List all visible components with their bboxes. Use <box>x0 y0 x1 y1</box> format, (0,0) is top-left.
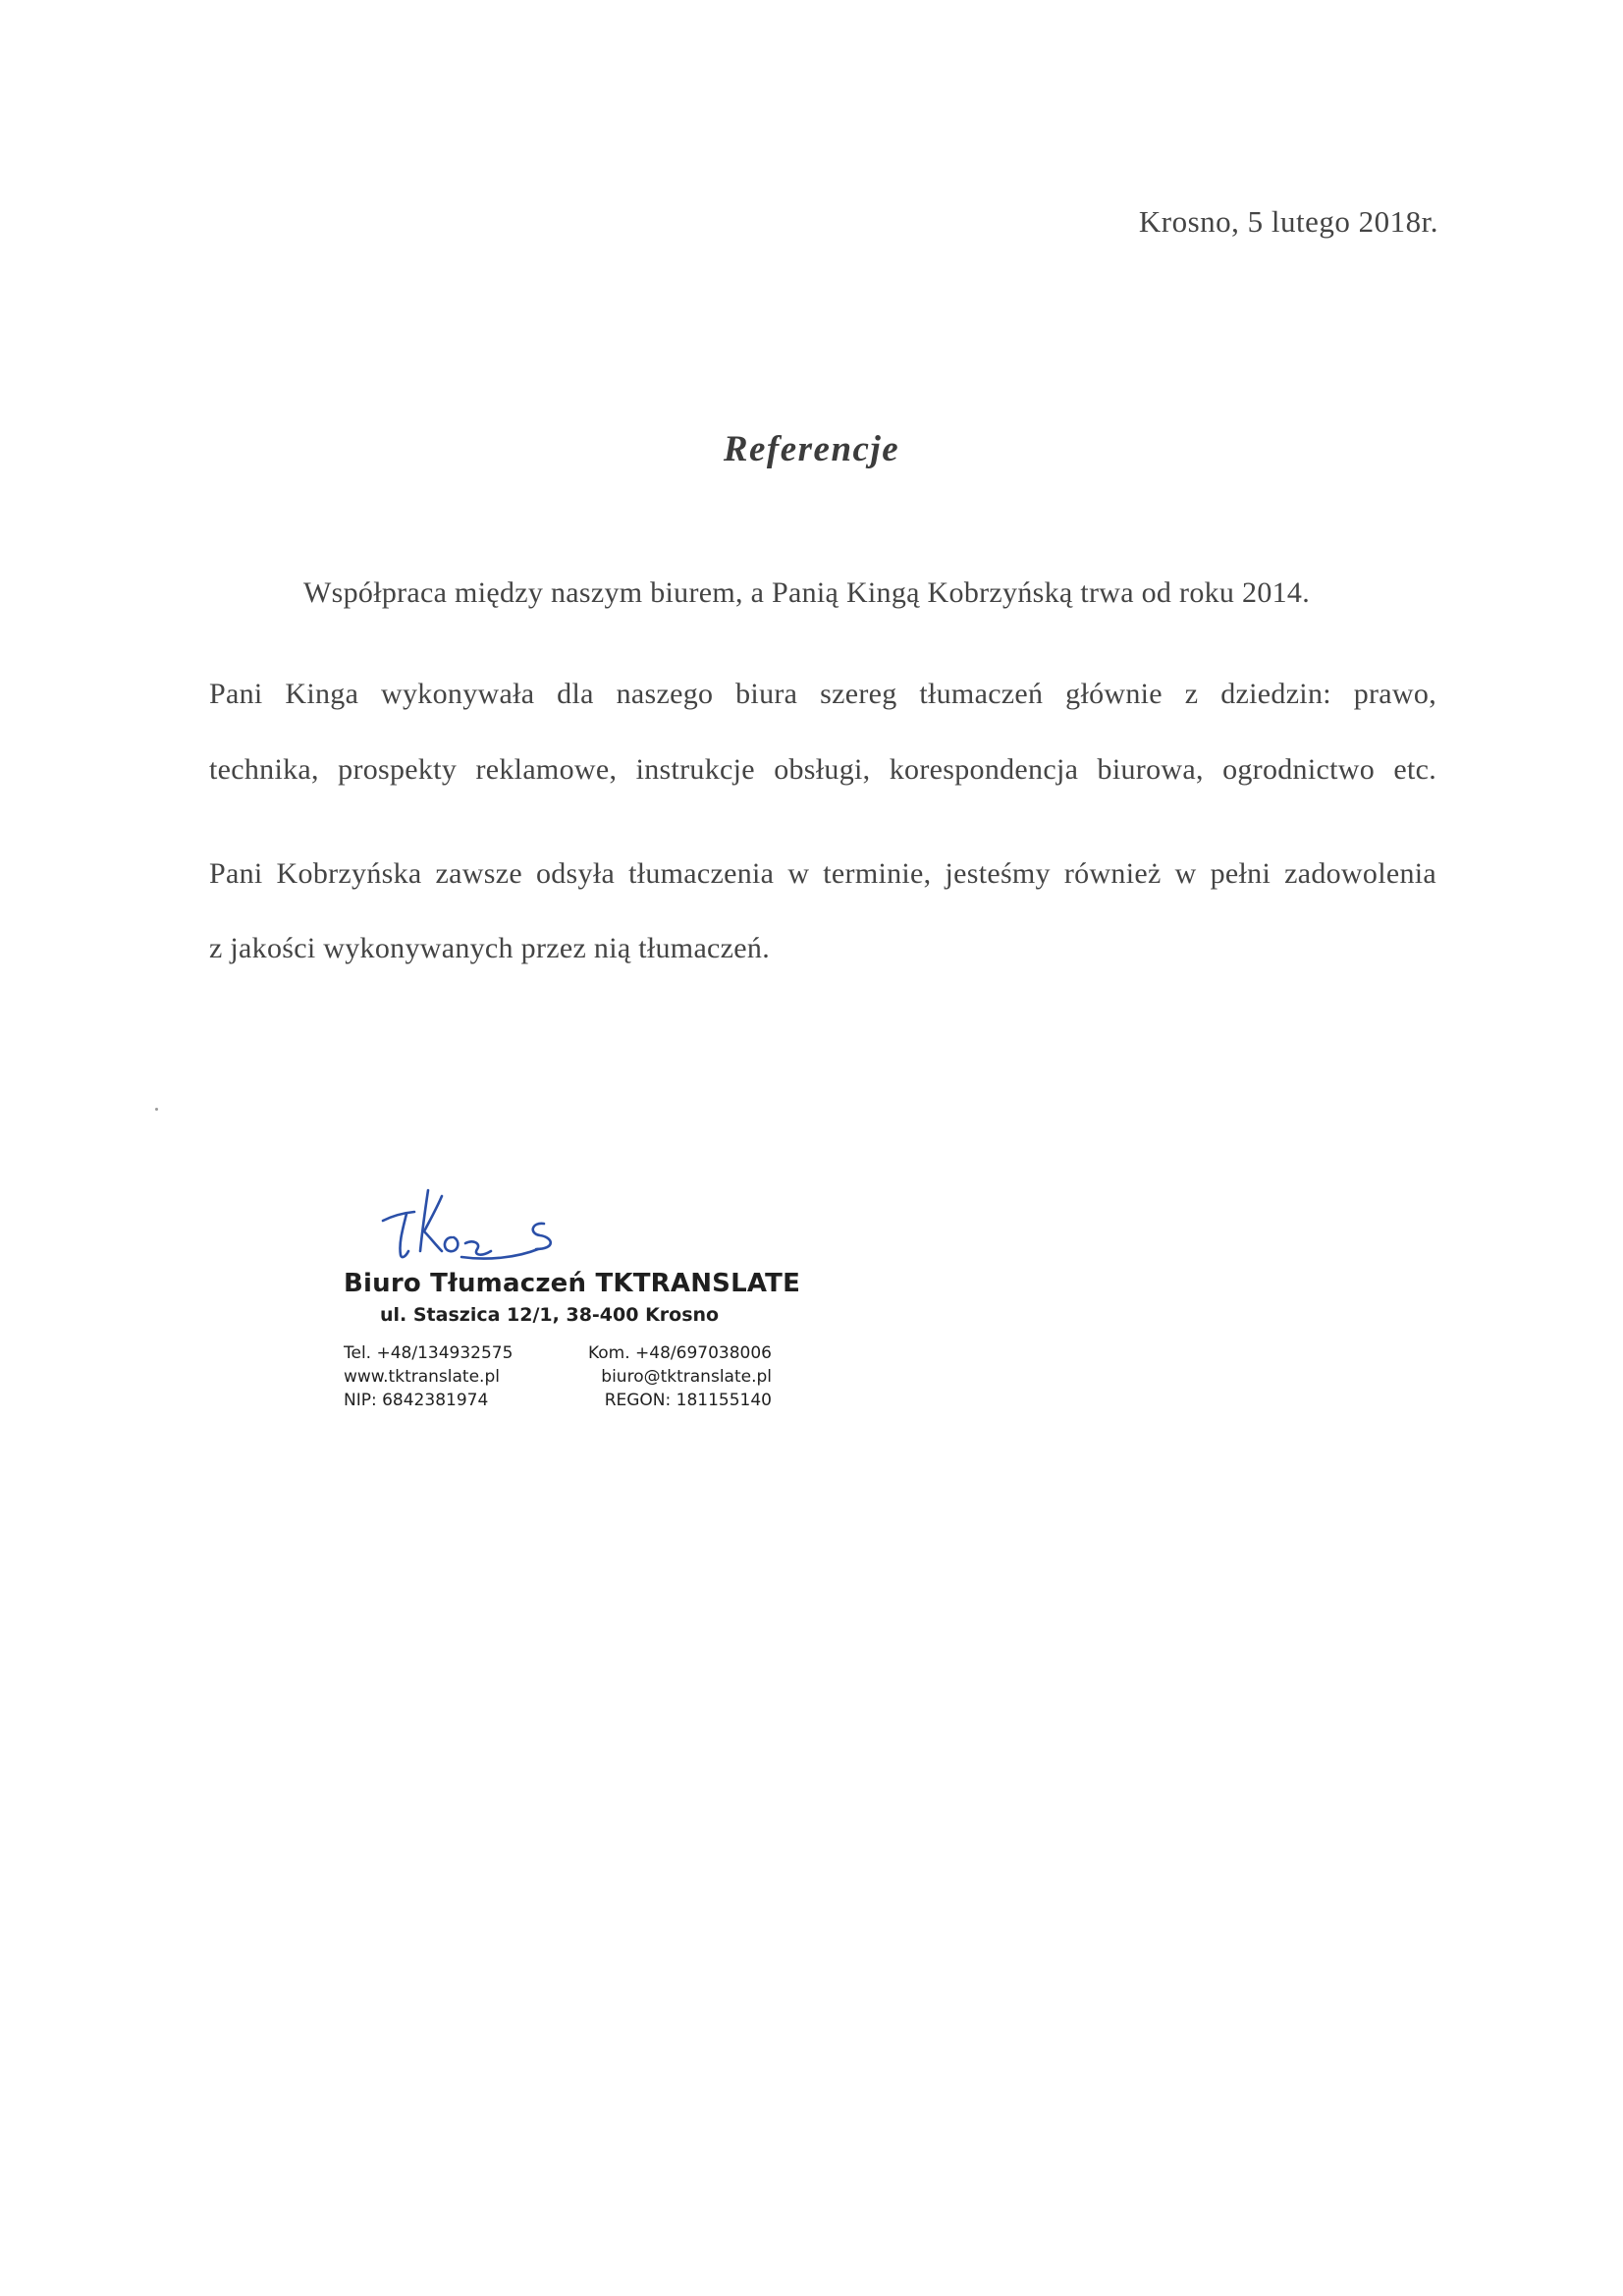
stamp-company-name: Biuro Tłumaczeń TKTRANSLATE <box>344 1269 801 1298</box>
letter-title: Referencje <box>723 429 900 469</box>
handwritten-signature <box>371 1186 587 1280</box>
stamp-address: ul. Staszica 12/1, 38-400 Krosno <box>380 1304 720 1326</box>
stamp-mobile: Kom. +48/697038006 <box>587 1343 772 1363</box>
scan-speck <box>155 1108 158 1111</box>
letter-paragraph-1: Współpraca między naszym biurem, a Panią Kingą Kobrzyńską trwa od roku 2014. <box>303 576 1311 609</box>
stamp-phone: Tel. +48/134932575 <box>344 1343 514 1363</box>
letter-paragraph-3-line-1: Pani Kobrzyńska zawsze odsyła tłumaczenia w terminie, jesteśmy również w pełni zadowolenia <box>209 857 1436 890</box>
stamp-web-row <box>344 1367 772 1387</box>
stamp-regon: REGON: 181155140 <box>604 1391 772 1410</box>
stamp-contact-row <box>344 1343 772 1363</box>
stamp-website: www.tktranslate.pl <box>344 1367 500 1387</box>
stamp-nip: NIP: 6842381974 <box>344 1391 489 1410</box>
letter-paragraph-3-line-2: z jakości wykonywanych przez nią tłumaczeń. <box>209 932 771 964</box>
stamp-email: biuro@tktranslate.pl <box>601 1367 772 1387</box>
letter-date: Krosno, 5 lutego 2018r. <box>1138 204 1438 239</box>
letter-paragraph-2-line-1: Pani Kinga wykonywała dla naszego biura szereg tłumaczeń głównie z dziedzin: prawo, <box>209 678 1436 710</box>
stamp-id-row <box>344 1391 772 1410</box>
letter-paragraph-2-line-2: technika, prospekty reklamowe, instrukcje obsługi, korespondencja biurowa, ogrodnictwo etc. <box>209 753 1436 786</box>
company-stamp <box>344 1269 801 1410</box>
